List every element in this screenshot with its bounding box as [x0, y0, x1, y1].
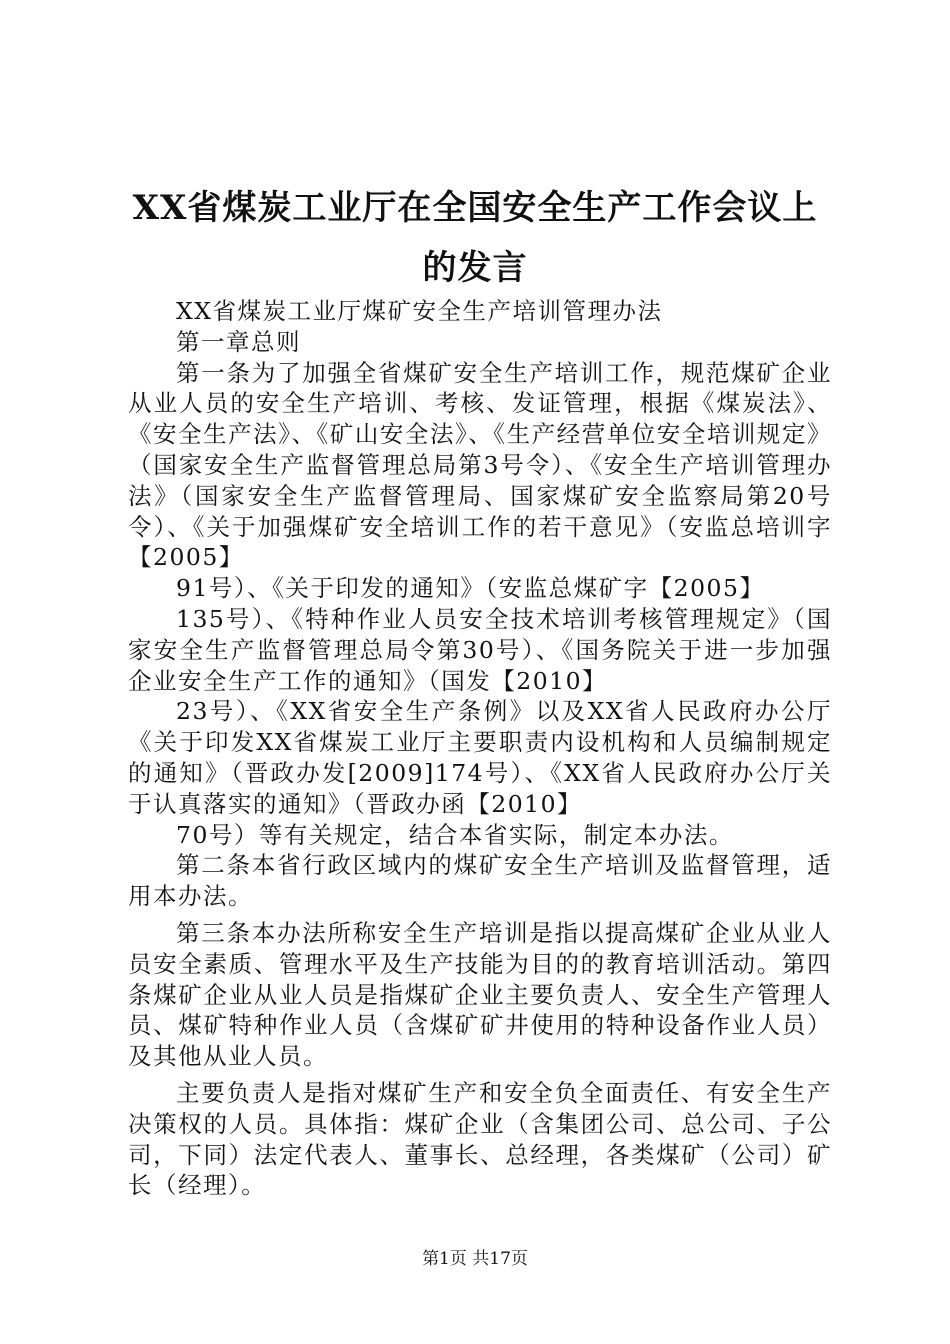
paragraph-article-1: 第一条为了加强全省煤矿安全生产培训工作，规范煤矿企业从业人员的安全生产培训、考核、发证管理，根据《煤炭法》、《安全生产法》、《矿山安全法》、《生产经营单位安全培训规定》（国家安全生产监督管理总局第3号令）、《安全生产培训管理办法》（国家安全生产监督管理局、国家煤矿安全监察局第20号令）、《关于加强煤矿安全培训工作的若干意见》（安监总培训字【2005】: [128, 358, 832, 572]
paragraph-article-3: 第三条本办法所称安全生产培训是指以提高煤矿企业从业人员安全素质、管理水平及生产技能为目的的教育培训活动。第四条煤矿企业从业人员是指煤矿企业主要负责人、安全生产管理人员、煤矿特种作业人员（含煤矿矿井使用的特种设备作业人员）及其他从业人员。: [128, 918, 832, 1071]
paragraph-continuation-1: 91号）、《关于印发的通知》（安监总煤矿字【2005】: [176, 574, 765, 603]
page-footer: 第1页 共17页: [422, 1249, 528, 1269]
paragraph-continuation-2: 135号）、《特种作业人员安全技术培训考核管理规定》（国家安全生产监督管理总局令第30号）、《国务院关于进一步加强企业安全生产工作的通知》（国发【2010】: [128, 604, 832, 695]
paragraph-main-responsible: 主要负责人是指对煤矿生产和安全负全面责任、有安全生产决策权的人员。具体指：煤矿企业（含集团公司、总公司、子公司，下同）法定代表人、董事长、总经理，各类煤矿（公司）矿长（经理）。: [128, 1078, 832, 1200]
paragraph-chapter-heading: 第一章总则: [176, 327, 301, 356]
paragraph-continuation-4: 70号）等有关规定，结合本省实际，制定本办法。: [176, 820, 734, 849]
document-body: [128, 296, 832, 1201]
paragraph-subtitle: XX省煤炭工业厅煤矿安全生产培训管理办法: [176, 297, 663, 325]
paragraph-continuation-3: 23号）、《XX省安全生产条例》以及XX省人民政府办公厅《关于印发XX省煤炭工业厅主要职责内设机构和人员编制规定的通知》（晋政办发[2009]174号）、《XX省人民政府办公厅关于认真落实的通知》（晋政办函【2010】: [128, 697, 832, 818]
paragraph-article-2: 第二条本省行政区域内的煤矿安全生产培训及监督管理，适用本办法。: [128, 851, 832, 911]
document-title: XX省煤炭工业厅在全国安全生产工作会议上的发言: [132, 188, 818, 288]
